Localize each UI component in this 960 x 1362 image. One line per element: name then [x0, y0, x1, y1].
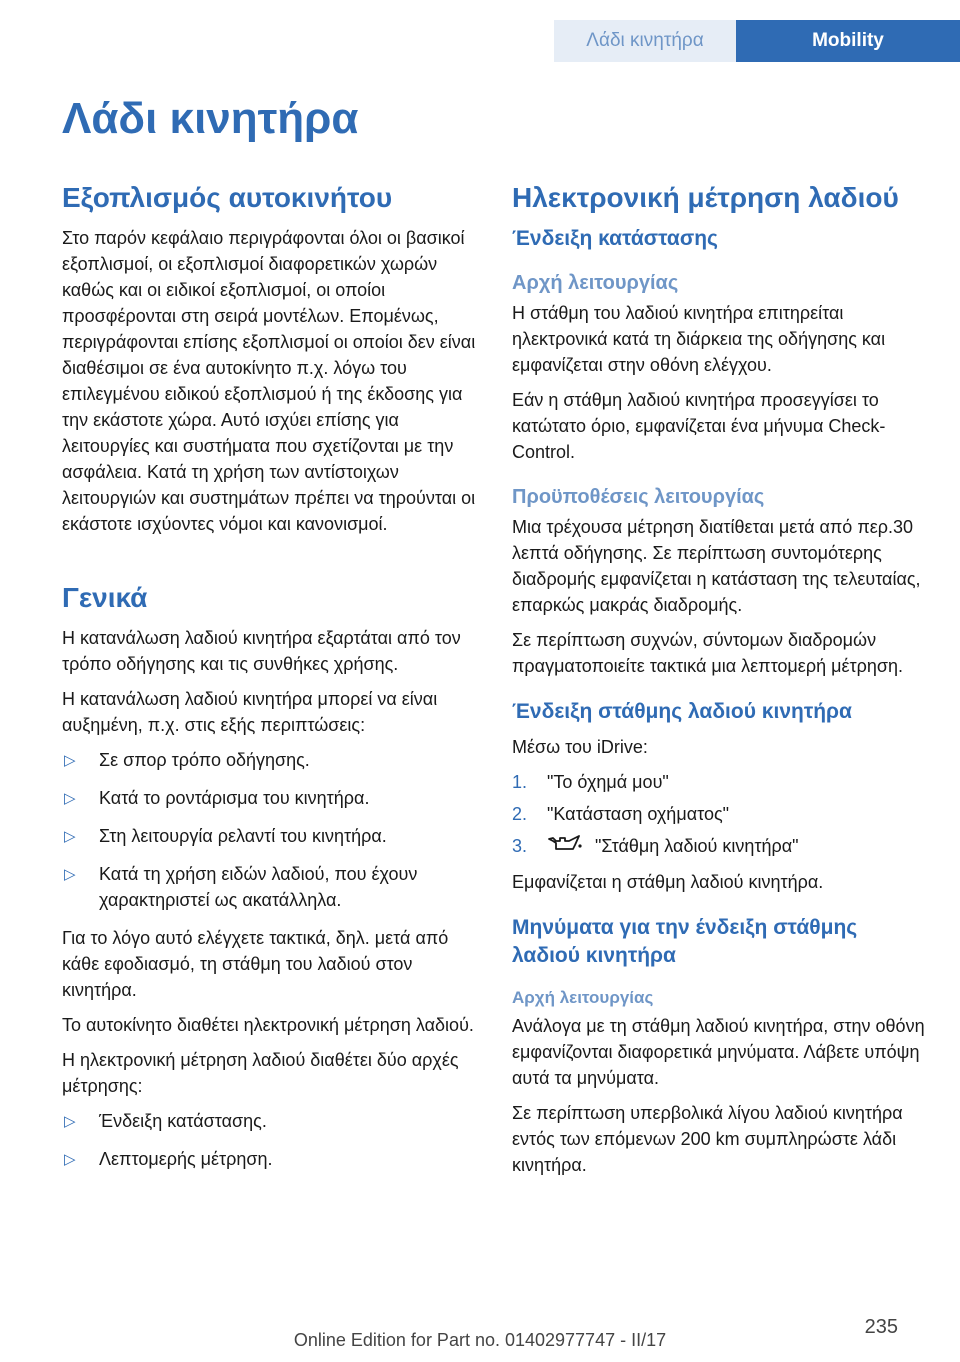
general-paragraph-1: Η κατανάλωση λαδιού κινητήρα εξαρτάται από τον τρόπο οδήγησης και τις συνθήκες χρήσης.	[62, 628, 461, 674]
list-item-text: Κατά το ροντάρισμα του κινητήρα.	[99, 788, 370, 808]
step-item	[512, 769, 926, 795]
header-section-tab: Λάδι κινητήρα	[554, 20, 736, 62]
step-item	[512, 833, 926, 861]
general-paragraph-5: Η ηλεκτρονική μέτρηση λαδιού διαθέτει δύο αρχές μέτρησης:	[62, 1050, 459, 1096]
right-column	[512, 180, 926, 1187]
list-item-text: Στη λειτουργία ρελαντί του κινητήρα.	[99, 826, 387, 846]
general-paragraph-4: Το αυτοκίνητο διαθέτει ηλεκτρονική μέτρηση λαδιού.	[62, 1015, 474, 1035]
status-paragraph-4: Σε περίπτωση συχνών, σύντομων διαδρομών πραγματοποιείτε τακτικά μια λεπτομερή μέτρηση.	[512, 630, 903, 677]
oil-level-shown-paragraph: Εμφανίζεται η στάθμη λαδιού κινητήρα.	[512, 872, 824, 893]
oil-level-display-heading: Ένδειξη στάθμης λαδιού κινητήρα	[512, 700, 852, 724]
triangle-right-icon: ▷	[64, 1113, 76, 1130]
measurement-principles-list	[62, 1108, 476, 1172]
step-number: 2.	[512, 803, 528, 824]
electronic-measurement-heading: Ηλεκτρονική μέτρηση λαδιού	[512, 182, 899, 213]
step-number: 1.	[512, 771, 528, 792]
list-item	[62, 747, 476, 773]
list-item-text: Ένδειξη κατάστασης.	[99, 1111, 267, 1131]
prerequisites-heading: Προϋποθέσεις λειτουργίας	[512, 486, 765, 509]
messages-paragraph-2: Σε περίπτωση υπερβολικά λίγου λαδιού κινητήρα εντός των επόμενων 200 km συμπληρώστε λάδι κινητήρα.	[512, 1103, 903, 1176]
left-column	[62, 180, 476, 1184]
step-text: "Κατάσταση οχήματος"	[547, 803, 730, 824]
header-tabs	[554, 20, 960, 62]
status-paragraph-3: Μια τρέχουσα μέτρηση διατίθεται μετά από περ.30 λεπτά οδήγησης. Σε περίπτωση συντομότερης διαδρομής εμφανίζεται η κατάσταση της τελευταίας, επαρκώς μακράς διαδρομής.	[512, 517, 921, 616]
triangle-right-icon: ▷	[64, 866, 76, 883]
messages-heading: Μηνύματα για την ένδειξη στάθμης λαδιού κινητήρα	[512, 916, 858, 967]
triangle-right-icon: ▷	[64, 790, 76, 807]
general-paragraph-3: Για το λόγο αυτό ελέγχετε τακτικά, δηλ. μετά από κάθε εφοδιασμό, τη στάθμη του λαδιού στον κινητήρα.	[62, 928, 449, 1000]
header-chapter-tab: Mobility	[736, 20, 960, 62]
list-item	[62, 1146, 476, 1172]
messages-paragraph-1: Ανάλογα με τη στάθμη λαδιού κινητήρα, στην οθόνη εμφανίζονται διαφορετικά μηνύματα. Λάβετε υπόψη αυτά τα μηνύματα.	[512, 1016, 925, 1089]
footer-edition: Online Edition for Part no. 01402977747 - II/17	[293, 1330, 667, 1350]
step-text: "Το όχημά μου"	[547, 771, 669, 792]
step-item	[512, 801, 926, 827]
triangle-right-icon: ▷	[64, 1151, 76, 1168]
list-item-text: Σε σπορ τρόπο οδήγησης.	[99, 750, 310, 770]
step-text: "Στάθμη λαδιού κινητήρα"	[595, 835, 799, 856]
general-heading: Γενικά	[62, 582, 148, 613]
page-number: 235	[864, 1316, 898, 1338]
list-item	[62, 861, 476, 913]
equipment-paragraph: Στο παρόν κεφάλαιο περιγράφονται όλοι οι βασικοί εξοπλισμοί, οι εξοπλισμοί διαφορετικών χωρών καθώς και οι ειδικοί εξοπλισμοί, οι οποίοι προσφέρονται στη σειρά μοντέλων. Επομένως, περιγράφονται επίσης εξοπλισμοί οι οποίοι δεν είναι διαθέσιμοι σε ένα αυτοκίνητο π.χ. λόγω του επιλεγμένου ειδικού εξοπλισμού ή της έκδοσης για την εκάστοτε χώρα. Αυτό ισχύει επίσης για λειτουργίες και συστήματα που σχετίζονται με την ασφάλεια. Κατά τη χρήση των αντίστοιχων λειτουργιών και συστημάτων πρέπει να τηρούνται οι εκάστοτε ισχύοντες νόμοι και κανονισμοί.	[62, 228, 476, 534]
list-item	[62, 785, 476, 811]
page-title: Λάδι κινητήρα	[62, 94, 359, 143]
idrive-paragraph: Μέσω του iDrive:	[512, 736, 648, 757]
oil-can-icon	[547, 833, 583, 860]
equipment-heading: Εξοπλισμός αυτοκινήτου	[62, 182, 393, 213]
status-display-heading: Ένδειξη κατάστασης	[512, 227, 718, 250]
list-item-text: Λεπτομερής μέτρηση.	[99, 1149, 273, 1169]
step-number: 3.	[512, 835, 528, 856]
triangle-right-icon: ▷	[64, 828, 76, 845]
messages-principle-heading: Αρχή λειτουργίας	[512, 987, 654, 1007]
triangle-right-icon: ▷	[64, 752, 76, 769]
status-paragraph-1: Η στάθμη του λαδιού κινητήρα επιτηρείται ηλεκτρονικά κατά τη διάρκεια της οδήγησης και εμφανίζεται στην οθόνη ελέγχου.	[512, 303, 886, 376]
idrive-steps-list	[512, 769, 926, 861]
status-paragraph-2: Εάν η στάθμη λαδιού κινητήρα προσεγγίσει το κατώτατο όριο, εμφανίζεται ένα μήνυμα Check-Control.	[512, 390, 886, 463]
status-principle-heading: Αρχή λειτουργίας	[512, 272, 679, 295]
list-item-text: Κατά τη χρήση ειδών λαδιού, που έχουν χαρακτηριστεί ως ακατάλληλα.	[99, 864, 418, 910]
list-item	[62, 1108, 476, 1134]
list-item	[62, 823, 476, 849]
increased-consumption-list	[62, 747, 476, 913]
general-paragraph-2: Η κατανάλωση λαδιού κινητήρα μπορεί να είναι αυξημένη, π.χ. στις εξής περιπτώσεις:	[62, 689, 438, 735]
